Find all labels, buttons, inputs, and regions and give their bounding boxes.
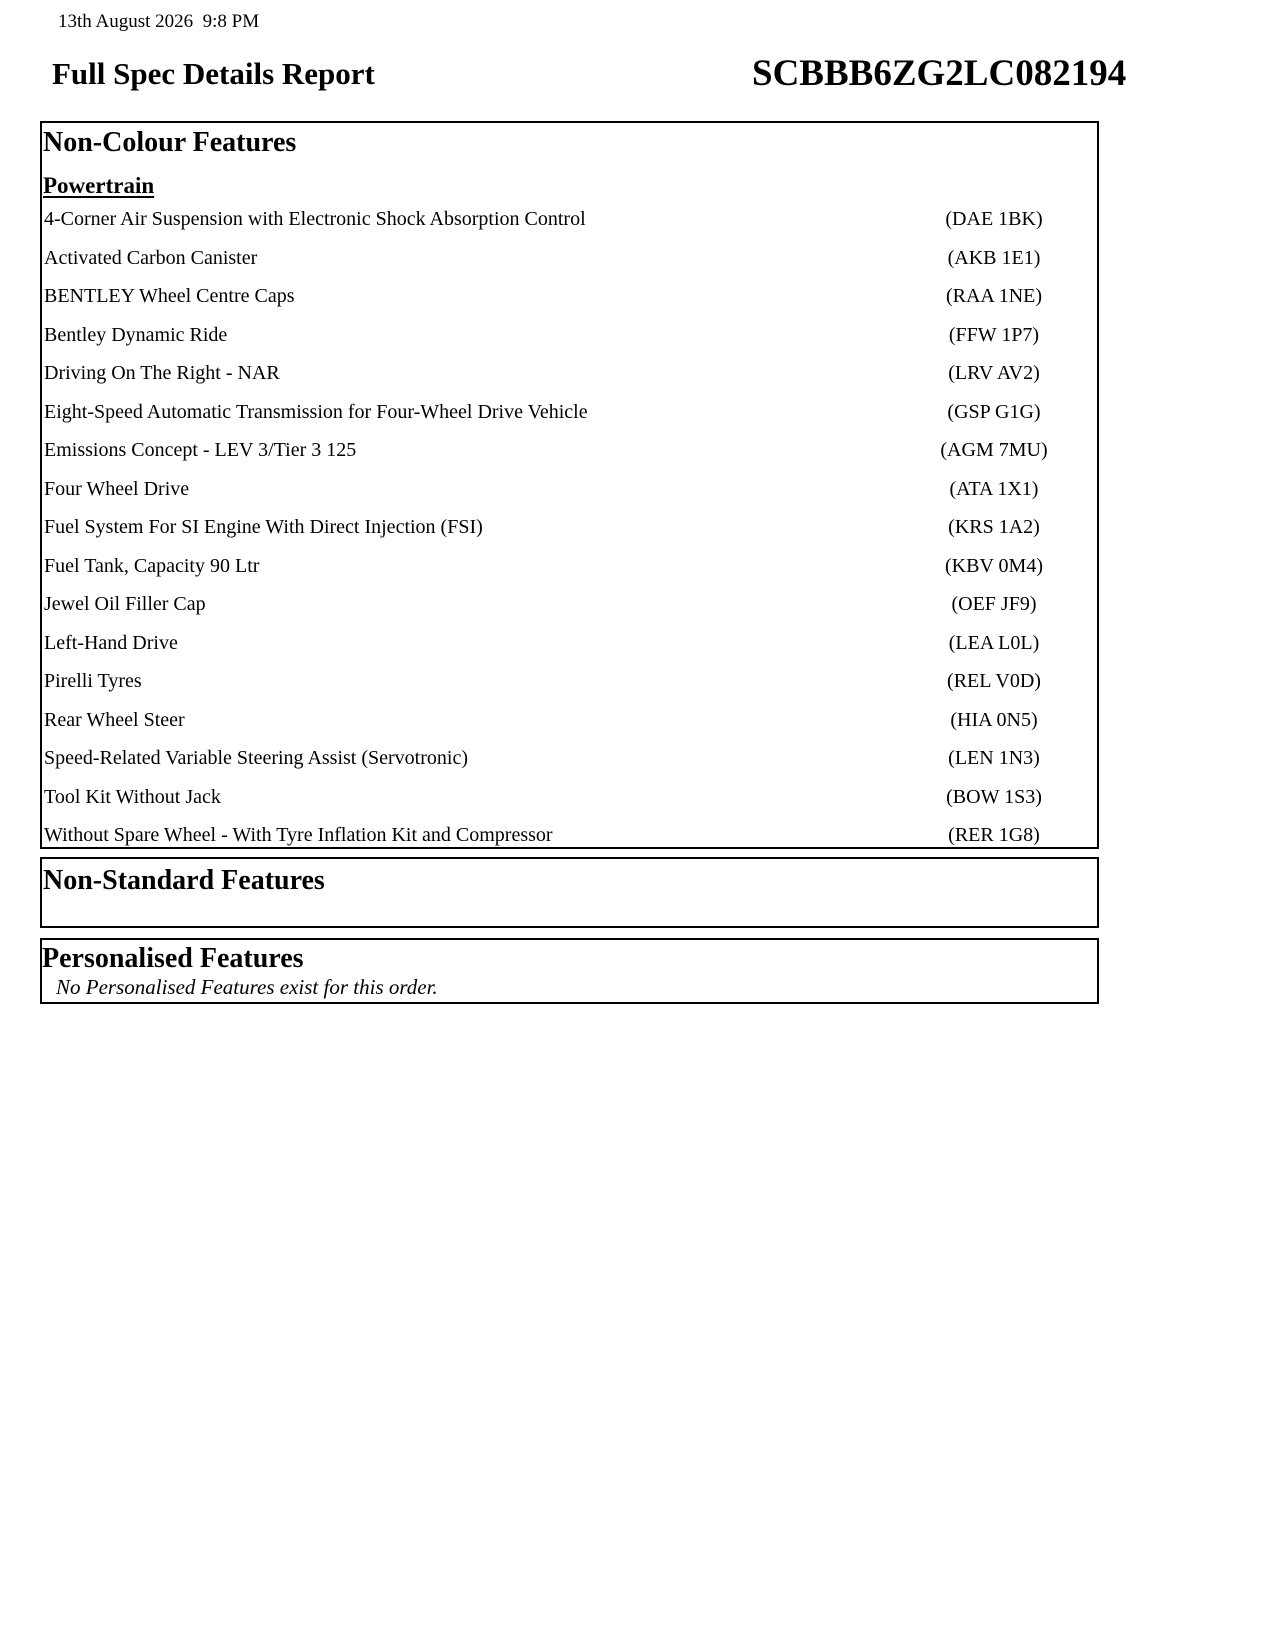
feature-name: Left-Hand Drive xyxy=(44,631,178,654)
feature-name: Pirelli Tyres xyxy=(44,670,142,692)
feature-row xyxy=(42,282,1097,321)
feature-name: Fuel System For SI Engine With Direct Injection (FSI) xyxy=(44,516,483,538)
feature-name: Driving On The Right - NAR xyxy=(44,362,280,384)
feature-code: (KRS 1A2) xyxy=(948,516,1040,538)
non-standard-features-title: Non-Standard Features xyxy=(43,865,325,896)
feature-row xyxy=(42,706,1097,745)
non-colour-features-section xyxy=(40,121,1099,849)
feature-row xyxy=(42,821,1097,860)
feature-row xyxy=(42,552,1097,591)
feature-name: Without Spare Wheel - With Tyre Inflation Kit and Compressor xyxy=(44,824,553,846)
feature-code: (LRV AV2) xyxy=(948,362,1040,384)
feature-row xyxy=(42,244,1097,283)
feature-row xyxy=(42,321,1097,360)
feature-name: Jewel Oil Filler Cap xyxy=(44,593,206,615)
feature-code: (REL V0D) xyxy=(947,670,1041,692)
feature-code: (DAE 1BK) xyxy=(945,208,1043,230)
report-title: Full Spec Details Report xyxy=(52,56,375,91)
feature-name: Four Wheel Drive xyxy=(44,477,190,500)
personalised-features-empty-note: No Personalised Features exist for this order. xyxy=(56,975,438,999)
powertrain-feature-list xyxy=(42,205,1097,860)
feature-row xyxy=(42,436,1097,475)
feature-name: Emissions Concept - LEV 3/Tier 3 125 xyxy=(44,439,357,461)
feature-name: Eight-Speed Automatic Transmission for Four-Wheel Drive Vehicle xyxy=(44,400,588,423)
vin-number: SCBBB6ZG2LC082194 xyxy=(752,53,1127,94)
feature-code: (BOW 1S3) xyxy=(946,785,1042,808)
feature-name: BENTLEY Wheel Centre Caps xyxy=(44,285,295,307)
feature-row xyxy=(42,590,1097,629)
feature-name: Rear Wheel Steer xyxy=(44,708,185,731)
feature-code: (HIA 0N5) xyxy=(950,708,1038,731)
feature-code: (RER 1G8) xyxy=(948,824,1040,846)
feature-row xyxy=(42,398,1097,437)
feature-code: (RAA 1NE) xyxy=(945,285,1043,307)
non-colour-features-title: Non-Colour Features xyxy=(43,127,297,158)
feature-row xyxy=(42,513,1097,552)
feature-row xyxy=(42,783,1097,822)
feature-code: (AKB 1E1) xyxy=(947,246,1041,269)
feature-row xyxy=(42,475,1097,514)
feature-code: (AGM 7MU) xyxy=(940,439,1048,461)
feature-row xyxy=(42,205,1097,244)
personalised-features-title: Personalised Features xyxy=(42,943,304,974)
feature-name: Tool Kit Without Jack xyxy=(44,785,221,808)
feature-code: (KBV 0M4) xyxy=(945,554,1043,577)
powertrain-group-title: Powertrain xyxy=(43,173,155,198)
report-timestamp: 13th August 2026 9:8 PM xyxy=(58,11,260,32)
feature-code: (LEN 1N3) xyxy=(948,747,1040,769)
feature-code: (GSP G1G) xyxy=(947,400,1041,423)
feature-row xyxy=(42,667,1097,706)
feature-row xyxy=(42,359,1097,398)
feature-code: (OEF JF9) xyxy=(951,593,1037,615)
feature-name: Activated Carbon Canister xyxy=(44,246,258,269)
feature-name: 4-Corner Air Suspension with Electronic Shock Absorption Control xyxy=(44,208,586,230)
feature-code: (ATA 1X1) xyxy=(949,477,1039,500)
feature-name: Fuel Tank, Capacity 90 Ltr xyxy=(44,554,260,577)
feature-row xyxy=(42,629,1097,668)
feature-name: Speed-Related Variable Steering Assist (Servotronic) xyxy=(44,747,468,769)
personalised-features-section xyxy=(40,938,1099,1004)
feature-code: (FFW 1P7) xyxy=(948,323,1040,346)
feature-code: (LEA L0L) xyxy=(948,631,1040,654)
feature-row xyxy=(42,744,1097,783)
non-standard-features-section xyxy=(40,857,1099,928)
feature-name: Bentley Dynamic Ride xyxy=(44,323,228,346)
